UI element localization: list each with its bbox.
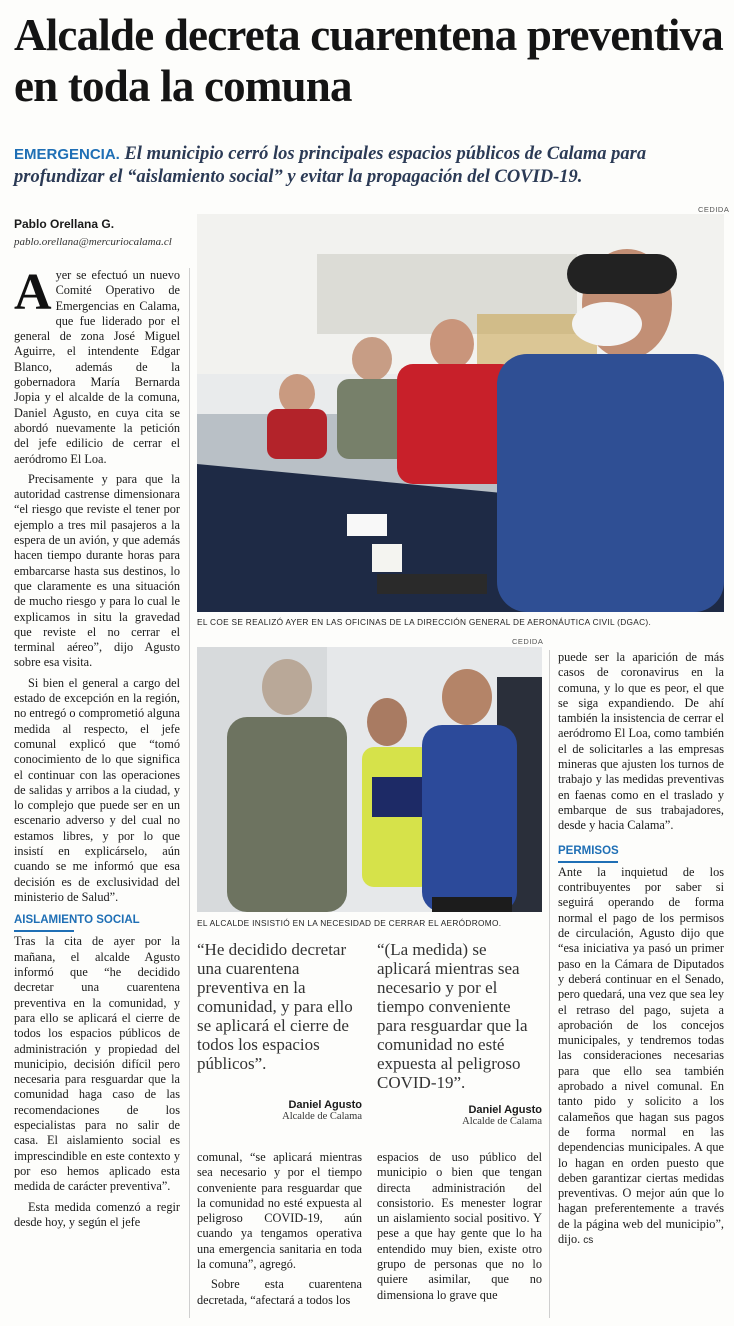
photo-officials <box>197 647 542 912</box>
paragraph: comunal, “se aplicará mientras sea necesario y por el tiempo conveniente para resguardar que la comunidad no esté expuesta al peligroso COVID-19, aún cuando ya tengamos operativa una emergencia sanitaria en toda la comuna”, agregó. <box>197 1150 362 1272</box>
column-3 <box>377 1150 542 1308</box>
deck-text: El municipio cerró los principales espacios públicos de Calama para profundizar el “aislamiento social” y evitar la propagación del COVID-19. <box>14 144 647 187</box>
pull-quote-role: Alcalde de Calama <box>462 1116 542 1127</box>
photo2-credit: CEDIDA <box>512 637 544 646</box>
photo-meeting <box>197 214 724 612</box>
pull-quote-text: “(La medida) se aplicará mientras sea necesario y por el tiempo conveniente para resguardar que la comunidad no esté expuesta al peligroso COVID-19”. <box>377 940 528 1092</box>
paragraph: Tras la cita de ayer por la mañana, el alcalde Agusto informó que “he decidido decretar una cuarentena preventiva en la comunidad, y para ello se aplicará el cierre de todos los espacios públicos de administración y propiedad del municipio, decisión difícil pero necesaria para resguardar que la comunidad haga caso de las recomendaciones de los especialistas para no salir de casa. El aislamiento social es imprescindible en este contexto y por eso hemos aplicado esta medida de carácter preventiva”. <box>14 934 180 1194</box>
paragraph: puede ser la aparición de más casos de coronavirus en la comuna, y lo que es peor, el que se siga expandiendo. De ahí también la insistencia de cerrar el aeródromo El Loa, como también el de solicitarles a las empresas mineras que ajusten los turnos de trabajo y las medidas preventivas en faenas como en el traslado y embarque de sus trabajadores, desde y hacia Calama”. <box>558 650 724 833</box>
pull-quote-name: Daniel Agusto <box>288 1099 362 1111</box>
paragraph: espacios de uso público del municipio o bien que tengan directa administración del consistorio. Es menester lograr un aislamiento social positivo. Y pese a que hay gente que lo ha entendido muy bien, existe otro grupo de personas que no lo quiere asimilar, que no dimensiona lo grave que <box>377 1150 542 1302</box>
paragraph: Esta medida comenzó a regir desde hoy, y según el jefe <box>14 1199 180 1229</box>
photo-meeting-illustration <box>197 214 724 612</box>
paragraph: Sobre esta cuarentena decretada, “afectará a todos los <box>197 1277 362 1307</box>
deck <box>14 143 726 189</box>
pull-quote-role: Alcalde de Calama <box>282 1111 362 1122</box>
column-divider <box>549 650 550 1318</box>
photo-officials-illustration <box>197 647 542 912</box>
column-4 <box>558 650 724 1253</box>
byline-author: Pablo Orellana G. <box>14 217 115 231</box>
photo1-credit: CEDIDA <box>698 205 730 214</box>
pull-quote-name: Daniel Agusto <box>468 1104 542 1116</box>
end-mark: cs <box>583 1234 594 1246</box>
dropcap: A <box>14 264 52 321</box>
byline-email[interactable]: pablo.orellana@mercuriocalama.cl <box>14 236 172 248</box>
pull-quote-text: “He decidido decretar una cuarentena preventiva en la comunidad, y para ello se aplicará el cierre de todos los espacios públicos”. <box>197 940 353 1073</box>
pull-quote-1 <box>197 940 362 1122</box>
column-divider <box>189 268 190 1318</box>
subhead-aislamiento: AISLAMIENTO SOCIAL <box>14 914 140 927</box>
pull-quote-2 <box>377 940 542 1127</box>
column-2 <box>197 1150 362 1313</box>
paragraph: Ante la inquietud de los contribuyentes por saber si seguirá operando de forma normal el pago de los permisos de circulación, Agusto dijo que “esa iniciativa ya pasó un primer paso en la Cámara de Diputados y deberá continuar en el Senado, pero quedará, una vez que sea ley el retraso del pago, sujeta a aprobación de los concejos municipales, y tendremos todas las consideraciones necesarias para que ello sea también aprobado a nivel comunal. En tanto pido y solicito a los calameños que hagan sus pagos de forma normal en las dependencias municipales. A que lo hagan en orden puesto que deben garantizar ciertas medidas preventivas. O mejor aún que lo hagan preferentemente a través de la página web del municipio”, dijo. cs <box>558 864 724 1246</box>
subhead-rule <box>558 861 618 863</box>
deck-kicker: EMERGENCIA. <box>14 146 120 163</box>
paragraph: Ayer se efectuó un nuevo Comité Operativo de Emergencias en Calama, que fue liderado por el general de zona José Miguel Aguirre, el intendente Edgar Blanco, además de la gobernadora María Bernarda Jopia y el alcalde de la comuna, Daniel Agusto, en cuya cita se abordó nuevamente la petición del jefe edilicio de cerrar el aeródromo El Loa. <box>14 264 180 466</box>
subhead-permisos: PERMISOS <box>558 844 619 857</box>
column-1 <box>14 264 180 1235</box>
headline: Alcalde decreta cuarentena preventiva en toda la comuna <box>14 10 724 111</box>
photo2-caption: EL ALCALDE INSISTIÓ EN LA NECESIDAD DE CERRAR EL AERÓDROMO. <box>197 918 502 928</box>
photo1-caption: EL COE SE REALIZÓ AYER EN LAS OFICINAS DE LA DIRECCIÓN GENERAL DE AERONÁUTICA CIVIL (DGAC). <box>197 617 652 627</box>
paragraph: Si bien el general a cargo del estado de excepción en la región, no entregó o comprometió alguna medida al respecto, el jefe comunal explicó que “tomó conocimiento de lo que significa el continuar con las operaciones de salidas y arribos a la ciudad, y lo complejo que puede ser en un escenario adverso y del cual no estamos libres, y por lo que insistí en explicárselo, aún cuando se me informó que esa decisión es de exclusividad del ministerio de Salud”. <box>14 675 180 904</box>
subhead-rule <box>14 930 74 932</box>
paragraph: Precisamente y para que la autoridad castrense dimensionara “el riesgo que reviste el tener por ejemplo a tres mil pasajeros a la espera de un avión, y que además hacen tiempo durante horas para embarcarse hasta sus destinos, lo que claramente es una situación de mucho riesgo y para lo cual le explicamos in situ la gravedad que reviste el no cerrar el terminal aéreo”, dijo Agusto sobre esa visita. <box>14 471 180 670</box>
